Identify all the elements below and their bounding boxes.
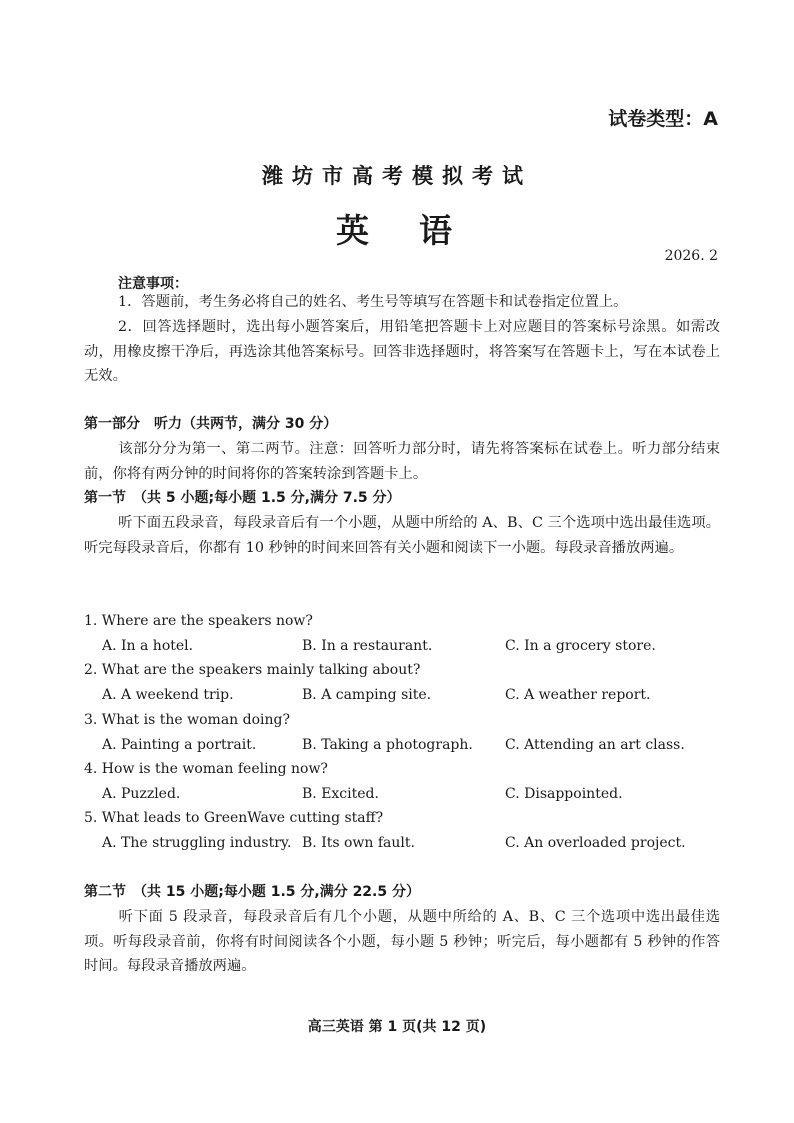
question-4-option-b: B. Excited. <box>302 786 379 802</box>
question-4-option-a: A. Puzzled. <box>102 786 181 802</box>
question-2-option-b: B. A camping site. <box>302 687 432 703</box>
section2-heading: 第二节 （共 15 小题;每小题 1.5 分,满分 22.5 分） <box>84 884 420 900</box>
notes-item-2-text: 2．回答选择题时，选出每小题答案后，用铅笔把答题卡上对应题目的答案标号涂黑。如需改动，用橡皮擦干净后，再选涂其他答案标号。回答非选择题时，将答案写在答题卡上，写在本试卷上无效。 <box>84 319 720 384</box>
section1-instructions <box>84 511 720 560</box>
section1-instructions-text: 听下面五段录音，每段录音后有一个小题，从题中所给的 A、B、C 三个选项中选出最佳选项。听完每段录音后，你都有 10 秒钟的时间来回答有关小题和阅读下一小题。每段录音播放两遍。 <box>84 515 720 556</box>
subject-part-2: 语 <box>419 211 458 250</box>
question-1-stem: 1. Where are the speakers now? <box>84 613 313 629</box>
question-5-option-a: A. The struggling industry. <box>102 835 292 851</box>
section2-instructions-text: 听下面 5 段录音，每段录音后有几个小题，从题中所给的 A、B、C 三个选项中选出最佳选项。听每段录音前，你将有时间阅读各个小题，每小题 5 秒钟；听完后，每小题都有 5 秒钟的作答时间。每段录音播放两遍。 <box>84 909 720 974</box>
question-2-option-c: C. A weather report. <box>505 687 651 703</box>
section1-heading: 第一节 （共 5 小题;每小题 1.5 分,满分 7.5 分） <box>84 490 401 506</box>
question-4-stem: 4. How is the woman feeling now? <box>84 761 328 777</box>
part1-heading: 第一部分 听力（共两节，满分 30 分） <box>84 416 338 432</box>
question-1-option-a: A. In a hotel. <box>102 638 194 654</box>
notes-title: 注意事项： <box>118 276 188 292</box>
question-2-stem: 2. What are the speakers mainly talking about? <box>84 662 421 678</box>
part1-intro <box>84 437 720 486</box>
notes-item-1-text: 1．答题前，考生务必将自己的姓名、考生号等填写在答题卡和试卷指定位置上。 <box>118 294 628 310</box>
subject-part-1: 英 <box>336 211 375 250</box>
question-4-option-c: C. Disappointed. <box>505 786 623 802</box>
notes-item-1 <box>84 290 720 315</box>
question-3-option-c: C. Attending an art class. <box>505 737 685 753</box>
page-footer: 高三英语 第 1 页(共 12 页) <box>307 1019 487 1035</box>
question-1-option-b: B. In a restaurant. <box>302 638 433 654</box>
paper-type-label: 试卷类型：A <box>608 108 718 130</box>
part1-intro-text: 该部分分为第一、第二两节。注意：回答听力部分时，请先将答案标在试卷上。听力部分结束前，你将有两分钟的时间将你的答案转涂到答题卡上。 <box>84 441 720 482</box>
question-3-stem: 3. What is the woman doing? <box>84 712 290 728</box>
question-2-option-a: A. A weekend trip. <box>102 687 234 703</box>
exam-date: 2026. 2 <box>664 248 718 264</box>
question-3-option-a: A. Painting a portrait. <box>102 737 257 753</box>
question-5-option-b: B. Its own fault. <box>302 835 415 851</box>
subject-title <box>0 205 794 252</box>
notes-item-2 <box>84 315 720 389</box>
question-3-option-b: B. Taking a photograph. <box>302 737 473 753</box>
section2-instructions <box>84 905 720 979</box>
question-5-stem: 5. What leads to GreenWave cutting staff? <box>84 810 384 826</box>
question-5-option-c: C. An overloaded project. <box>505 835 686 851</box>
question-1-option-c: C. In a grocery store. <box>505 638 656 654</box>
exam-title: 潍坊市高考模拟考试 <box>262 163 532 188</box>
